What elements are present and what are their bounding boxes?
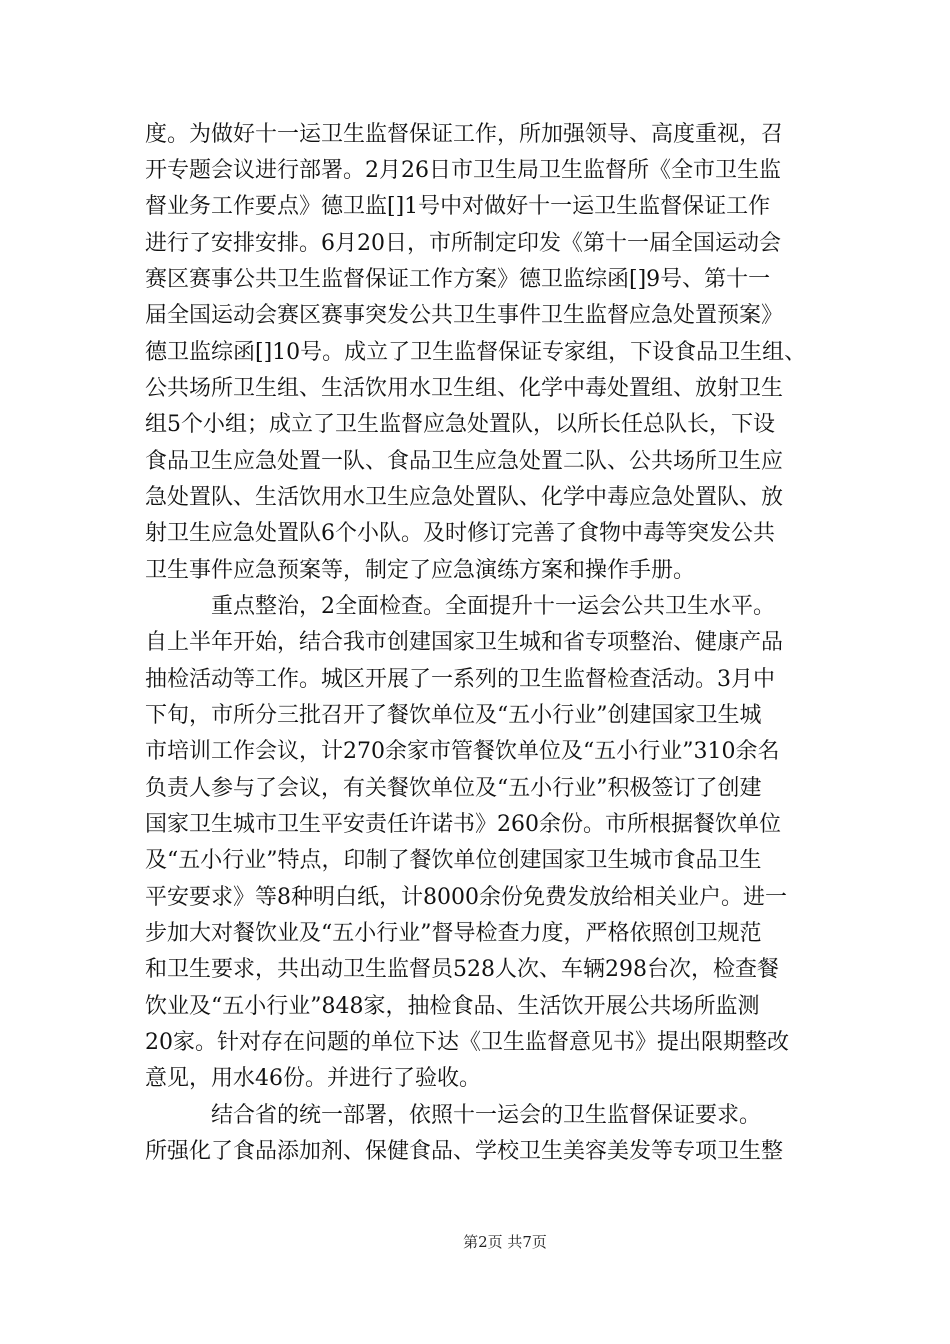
text-line: 食品卫生应急处置一队、食品卫生应急处置二队、公共场所卫生应	[145, 449, 784, 474]
text-line: 开专题会议进行部署。2月26日市卫生局卫生监督所《全市卫生监	[145, 158, 781, 183]
text-line: 自上半年开始，结合我市创建国家卫生城和省专项整治、健康产品	[145, 630, 784, 655]
text-line: 德卫监综函[]10号。成立了卫生监督保证专家组，下设食品卫生组、	[145, 340, 807, 365]
text-line: 组5个小组；成立了卫生监督应急处置队，以所长任总队长，下设	[145, 412, 775, 437]
text-line: 赛区赛事公共卫生监督保证工作方案》德卫监综函[]9号、第十一	[145, 267, 771, 292]
text-line: 平安要求》等8种明白纸，计8000余份免费发放给相关业户。进一	[145, 885, 787, 910]
text-line: 所强化了食品添加剂、保健食品、学校卫生美容美发等专项卫生整	[145, 1139, 784, 1164]
text-line: 度。为做好十一运卫生监督保证工作，所加强领导、高度重视，召	[145, 122, 784, 147]
text-line: 国家卫生城市卫生平安责任许诺书》260余份。市所根据餐饮单位	[145, 812, 781, 837]
text-line: 重点整治，2全面检查。全面提升十一运会公共卫生水平。	[145, 594, 775, 619]
text-line: 负责人参与了会议，有关餐饮单位及“五小行业”积极签订了创建	[145, 776, 762, 801]
text-line: 步加大对餐饮业及“五小行业”督导检查力度，严格依照创卫规范	[145, 921, 762, 946]
text-line: 射卫生应急处置队6个小队。及时修订完善了食物中毒等突发公共	[145, 521, 775, 546]
text-line: 市培训工作会议，计270余家市管餐饮单位及“五小行业”310余名	[145, 739, 780, 764]
text-line: 和卫生要求，共出动卫生监督员528人次、车辆298台次，检查餐	[145, 957, 779, 982]
text-line: 意见，用水46份。并进行了验收。	[145, 1066, 481, 1091]
page-number: 第2页 共7页	[463, 1233, 547, 1251]
text-line: 进行了安排安排。6月20日，市所制定印发《第十一届全国运动会	[145, 231, 781, 256]
text-line: 抽检活动等工作。城区开展了一系列的卫生监督检查活动。3月中	[145, 667, 775, 692]
text-line: 督业务工作要点》德卫监[]1号中对做好十一运卫生监督保证工作	[145, 194, 771, 219]
text-line: 届全国运动会赛区赛事突发公共卫生事件卫生监督应急处置预案》	[145, 303, 784, 328]
text-line: 结合省的统一部署，依照十一运会的卫生监督保证要求。	[145, 1103, 762, 1128]
text-line: 饮业及“五小行业”848家，抽检食品、生活饮开展公共场所监测	[145, 994, 760, 1019]
text-line: 20家。针对存在问题的单位下达《卫生监督意见书》提出限期整改	[145, 1030, 789, 1055]
text-line: 及“五小行业”特点，印制了餐饮单位创建国家卫生城市食品卫生	[145, 848, 762, 873]
text-line: 卫生事件应急预案等，制定了应急演练方案和操作手册。	[145, 558, 696, 583]
text-line: 公共场所卫生组、生活饮用水卫生组、化学中毒处置组、放射卫生	[145, 376, 784, 401]
text-line: 下旬，市所分三批召开了餐饮单位及“五小行业”创建国家卫生城	[145, 703, 762, 728]
text-line: 急处置队、生活饮用水卫生应急处置队、化学中毒应急处置队、放	[145, 485, 784, 510]
